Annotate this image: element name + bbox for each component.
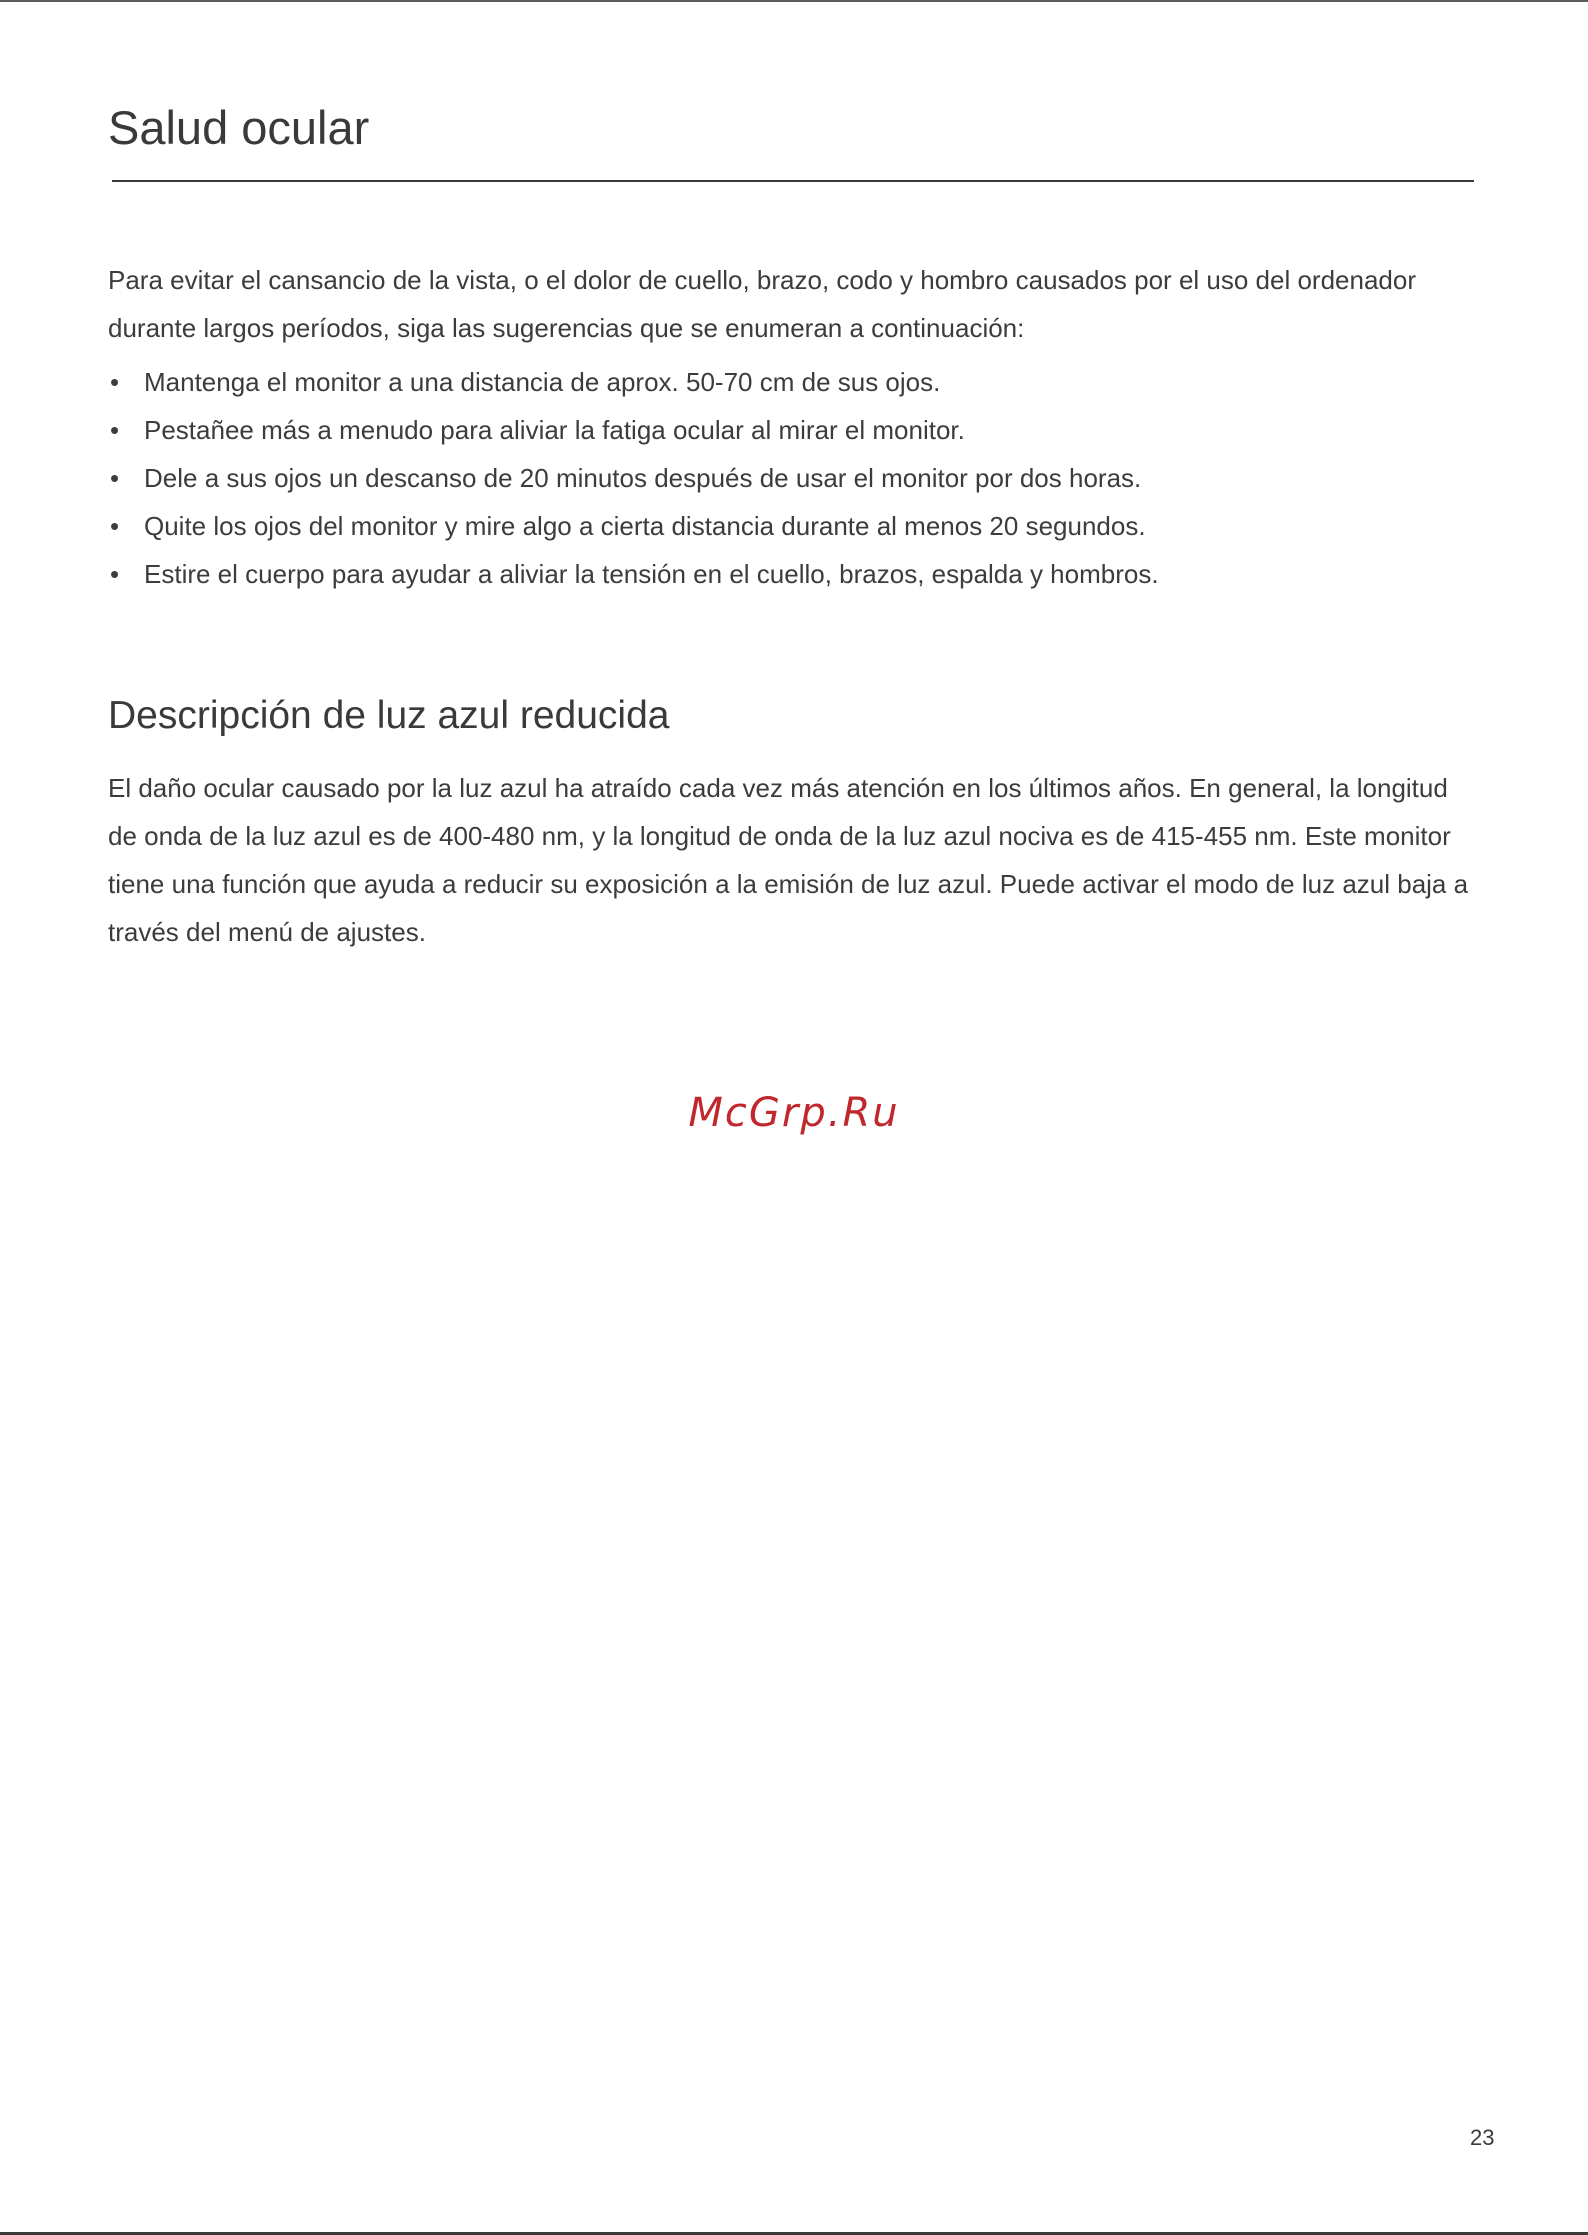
page-border-top	[0, 0, 1588, 2]
bullet-icon: •	[110, 511, 120, 541]
page-title: Salud ocular	[108, 101, 370, 154]
list-item-text: Estire el cuerpo para ayudar a aliviar la tensión en el cuello, brazos, espalda y hombros.	[144, 559, 1159, 589]
list-item-text: Quite los ojos del monitor y mire algo a cierta distancia durante al menos 20 segundos.	[144, 511, 1146, 541]
list-item	[108, 550, 1468, 598]
section-subtitle: Descripción de luz azul reducida	[108, 694, 670, 737]
list-item-text: Dele a sus ojos un descanso de 20 minutos después de usar el monitor por dos horas.	[144, 463, 1142, 493]
list-item	[108, 502, 1468, 550]
page-number: 23	[1470, 2125, 1495, 2150]
page-content	[108, 98, 1478, 947]
bullet-icon: •	[110, 367, 120, 397]
title-divider	[112, 180, 1474, 182]
description-paragraph: El daño ocular causado por la luz azul ha atraído cada vez más atención en los últimos años. En general, la longitud de onda de la luz azul es de 400-480 nm, y la longitud de onda de la luz azul nociva es de 415-455 nm. Este monitor tiene una función que ayuda a reducir su exposición a la emisión de luz azul. Puede activar el modo de luz azul baja a través del menú de ajustes.	[108, 773, 1469, 947]
list-item	[108, 454, 1468, 502]
bullet-icon: •	[110, 415, 120, 445]
tips-list	[108, 358, 1468, 598]
intro-paragraph: Para evitar el cansancio de la vista, o el dolor de cuello, brazo, codo y hombro causados por el uso del ordenador durante largos períodos, siga las sugerencias que se enumeran a continuación:	[108, 265, 1416, 343]
list-item	[108, 406, 1468, 454]
bullet-icon: •	[110, 463, 120, 493]
watermark-text: McGrp.Ru	[688, 1090, 900, 1136]
list-item	[108, 358, 1468, 406]
list-item-text: Mantenga el monitor a una distancia de aprox. 50-70 cm de sus ojos.	[144, 367, 941, 397]
list-item-text: Pestañee más a menudo para aliviar la fatiga ocular al mirar el monitor.	[144, 415, 965, 445]
bullet-icon: •	[110, 559, 120, 589]
